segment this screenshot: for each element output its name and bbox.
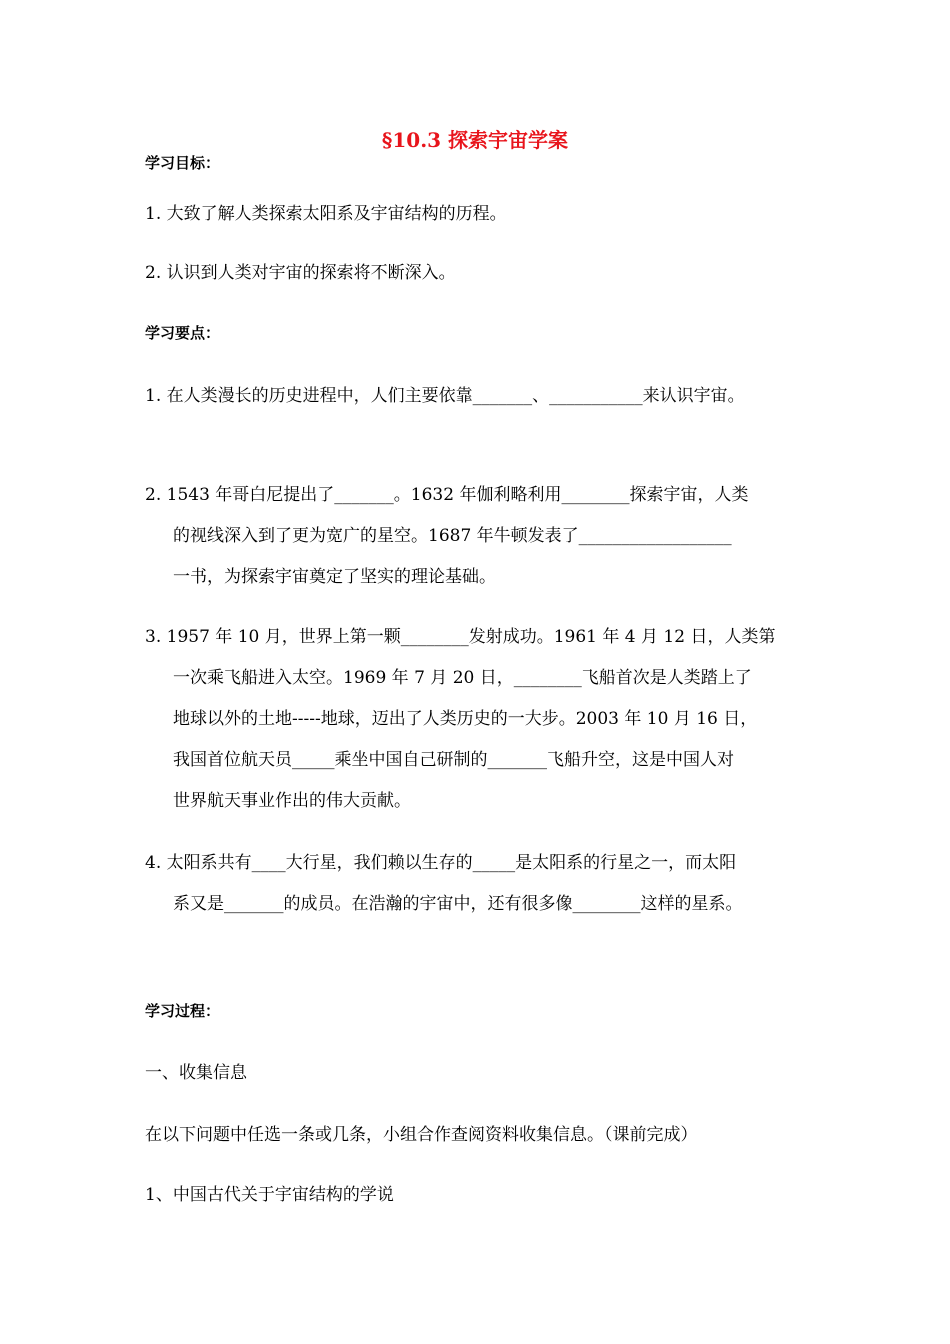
question-3-line-2: 一次乘飞船进入太空。1969 年 7 月 20 日，________飞船首次是人类踏上了: [173, 668, 752, 688]
keypoint-question-2: [145, 475, 825, 598]
page-title: §10.3 探索宇宙学案: [381, 128, 569, 152]
process-instruction: 在以下问题中任选一条或几条，小组合作查阅资料收集信息。（课前完成）: [145, 1125, 698, 1145]
question-3-line-5: 世界航天事业作出的伟大贡献。: [173, 791, 411, 811]
question-3-line-1: 3. 1957 年 10 月，世界上第一颗________发射成功。1961 年 4 月 12 日，人类第: [145, 627, 776, 647]
objectives-heading: 学习目标：: [145, 154, 221, 172]
question-2-line-1: 2. 1543 年哥白尼提出了_______。1632 年伽利略利用________探索宇宙，人类: [145, 485, 749, 505]
question-3-line-3: 地球以外的土地-----地球，迈出了人类历史的一大步。2003 年 10 月 16 日，: [173, 709, 758, 729]
keypoint-question-1: 1. 在人类漫长的历史进程中，人们主要依靠_______、___________来认识宇宙。: [145, 386, 745, 406]
process-section-1: 一、收集信息: [145, 1063, 247, 1083]
question-4-line-2: 系又是_______的成员。在浩瀚的宇宙中，还有很多像________这样的星系。: [173, 894, 743, 914]
question-4-line-1: 4. 太阳系共有____大行星，我们赖以生存的_____是太阳系的行星之一，而太阳: [145, 853, 737, 873]
process-item-1: 1、中国古代关于宇宙结构的学说: [145, 1185, 394, 1205]
question-3-line-4: 我国首位航天员_____乘坐中国自己研制的_______飞船升空，这是中国人对: [173, 750, 734, 770]
objective-item-1: 1. 大致了解人类探索太阳系及宇宙结构的历程。: [145, 204, 507, 224]
objective-item-2: 2. 认识到人类对宇宙的探索将不断深入。: [145, 263, 456, 283]
keypoints-heading: 学习要点：: [145, 324, 221, 342]
keypoint-question-3: [145, 617, 825, 822]
question-2-line-3: 一书，为探索宇宙奠定了坚实的理论基础。: [173, 567, 496, 587]
process-heading: 学习过程：: [145, 1002, 221, 1020]
question-2-line-2: 的视线深入到了更为宽广的星空。1687 年牛顿发表了__________________: [173, 526, 732, 546]
keypoint-question-4: [145, 843, 825, 925]
